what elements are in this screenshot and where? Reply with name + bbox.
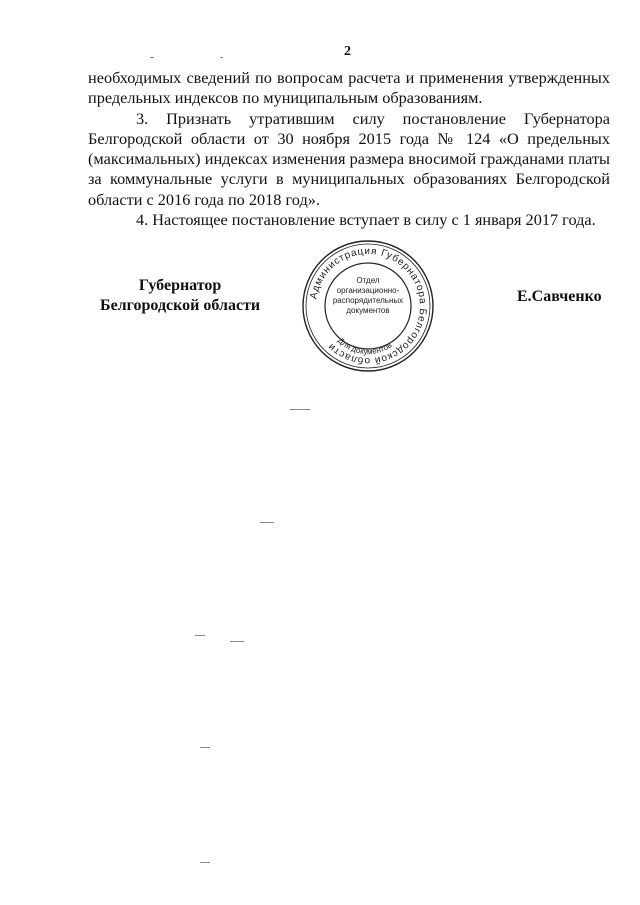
scan-speck	[200, 747, 210, 748]
signatory-title	[100, 276, 260, 316]
paragraph-item-3: 3. Признать утратившим силу постановление Губернатора Белгородской области от 30 ноября 2015 года № 124 «О предельных (максимальных) индексах изменения размера вносимой гражданами платы за коммунальные услуги в муниципальных образованиях Белгородской области с 2016 года по 2018 год».	[88, 108, 610, 209]
scan-speck	[200, 862, 210, 863]
scan-speck	[150, 57, 154, 58]
stamp-inner-line: распорядительных	[332, 296, 404, 305]
document-body	[88, 68, 610, 230]
signatory-title-line2: Белгородской области	[100, 297, 261, 314]
scan-speck	[195, 635, 205, 636]
scan-speck	[290, 409, 310, 410]
stamp-inner-line: организационно-	[336, 286, 400, 295]
paragraph-item-4: 4. Настоящее постановление вступает в силу с 1 января 2017 года.	[136, 210, 596, 230]
stamp-inner-line: Отдел	[356, 276, 380, 285]
page-number: 2	[344, 44, 351, 59]
paragraph-continuation: необходимых сведений по вопросам расчета и применения утвержденных предельных индексов по муниципальным образованиям.	[88, 68, 610, 108]
scan-speck	[230, 641, 244, 642]
signatory-title-line1: Губернатор	[138, 277, 222, 294]
signatory-name: Е.Савченко	[517, 288, 602, 305]
scan-speck	[220, 57, 223, 58]
stamp-outer-text: Администрация Губернатора Белгородской области	[308, 245, 429, 367]
stamp-inner-line: документов	[346, 306, 390, 315]
scan-speck	[260, 522, 274, 523]
official-stamp	[300, 238, 436, 374]
stamp-bottom-text: Для документов	[336, 335, 394, 357]
